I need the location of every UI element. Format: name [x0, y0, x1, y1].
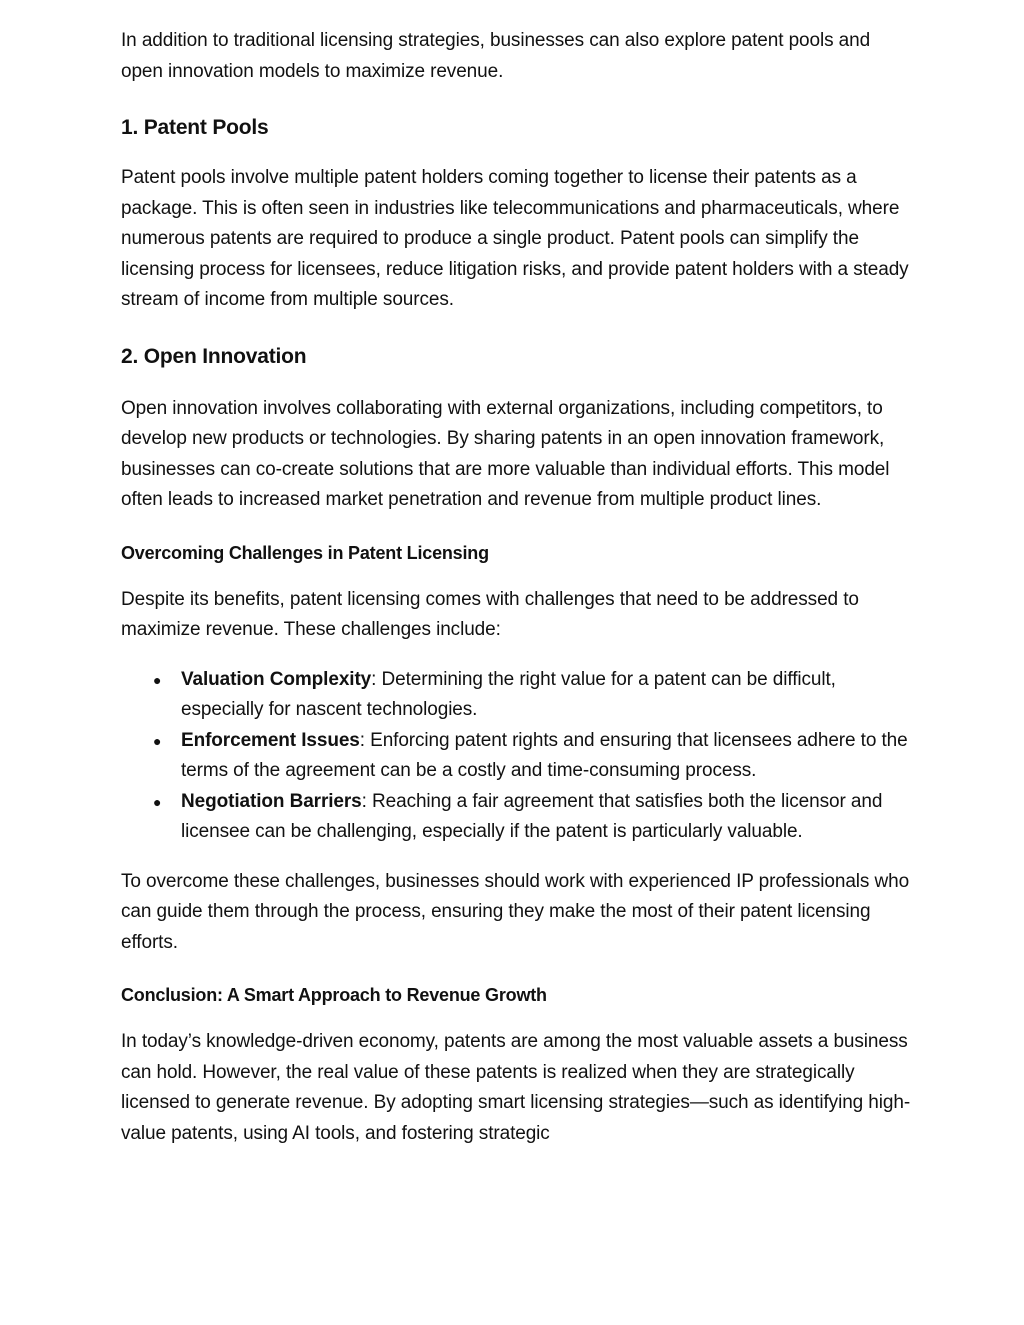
bullet-icon: ● — [153, 793, 162, 810]
open-innovation-paragraph: Open innovation involves collaborating with external organizations, including competitors, to develop new products or technologies. By sharing patents in an open innovation framework, businesses can co-create solutions that are more valuable than individual efforts. This model often leads to increased market penetration and revenue from multiple product lines. — [121, 397, 890, 510]
patent-pools-heading: 1. Patent Pools — [121, 116, 269, 139]
open-innovation-heading: 2. Open Innovation — [121, 344, 307, 368]
patent-pools-paragraph: Patent pools involve multiple patent holders coming together to license their patents as a package. This is often seen in industries like telecommunications and pharmaceuticals, where numerous patents are required to produce a single product. Patent pools can simplify the licensing process for licensees, reduce litigation risks, and provide patent holders with a steady stream of income from multiple sources. — [121, 167, 909, 310]
challenges-intro-paragraph: Despite its benefits, patent licensing comes with challenges that need to be addressed to maximize revenue. These challenges include: — [121, 588, 859, 640]
list-item-term: Valuation Complexity — [181, 668, 372, 690]
list-item — [153, 726, 911, 787]
bullet-icon: ● — [153, 671, 162, 688]
intro-paragraph: In addition to traditional licensing strategies, businesses can also explore patent pools and open innovation models to maximize revenue. — [121, 30, 871, 82]
challenges-list — [121, 665, 911, 848]
list-item — [153, 665, 911, 726]
conclusion-heading: Conclusion: A Smart Approach to Revenue Growth — [121, 985, 547, 1005]
document-page — [121, 24, 911, 1149]
conclusion-paragraph: In today’s knowledge-driven economy, patents are among the most valuable assets a business can hold. However, the real value of these patents is realized when they are strategically licensed to generate revenue. By adopting smart licensing strategies—such as identifying high-value patents, using AI tools, and fostering strategic — [121, 1031, 911, 1144]
list-item-desc: : Determining the right value for a patent can be difficult, especially for nascent technologies. — [181, 668, 836, 720]
list-item-term: Negotiation Barriers — [181, 790, 362, 812]
bullet-icon: ● — [153, 732, 162, 749]
list-item-desc: : Enforcing patent rights and ensuring that licensees adhere to the terms of the agreement can be a costly and time-consuming process. — [181, 729, 908, 781]
list-item — [153, 787, 911, 848]
challenges-outro-paragraph: To overcome these challenges, businesses should work with experienced IP professionals who can guide them through the process, ensuring they make the most of their patent licensing efforts. — [121, 870, 910, 953]
list-item-term: Enforcement Issues — [181, 729, 360, 751]
list-item-desc: : Reaching a fair agreement that satisfies both the licensor and licensee can be challenging, especially if the patent is particularly valuable. — [181, 790, 883, 842]
challenges-heading: Overcoming Challenges in Patent Licensing — [121, 542, 489, 563]
